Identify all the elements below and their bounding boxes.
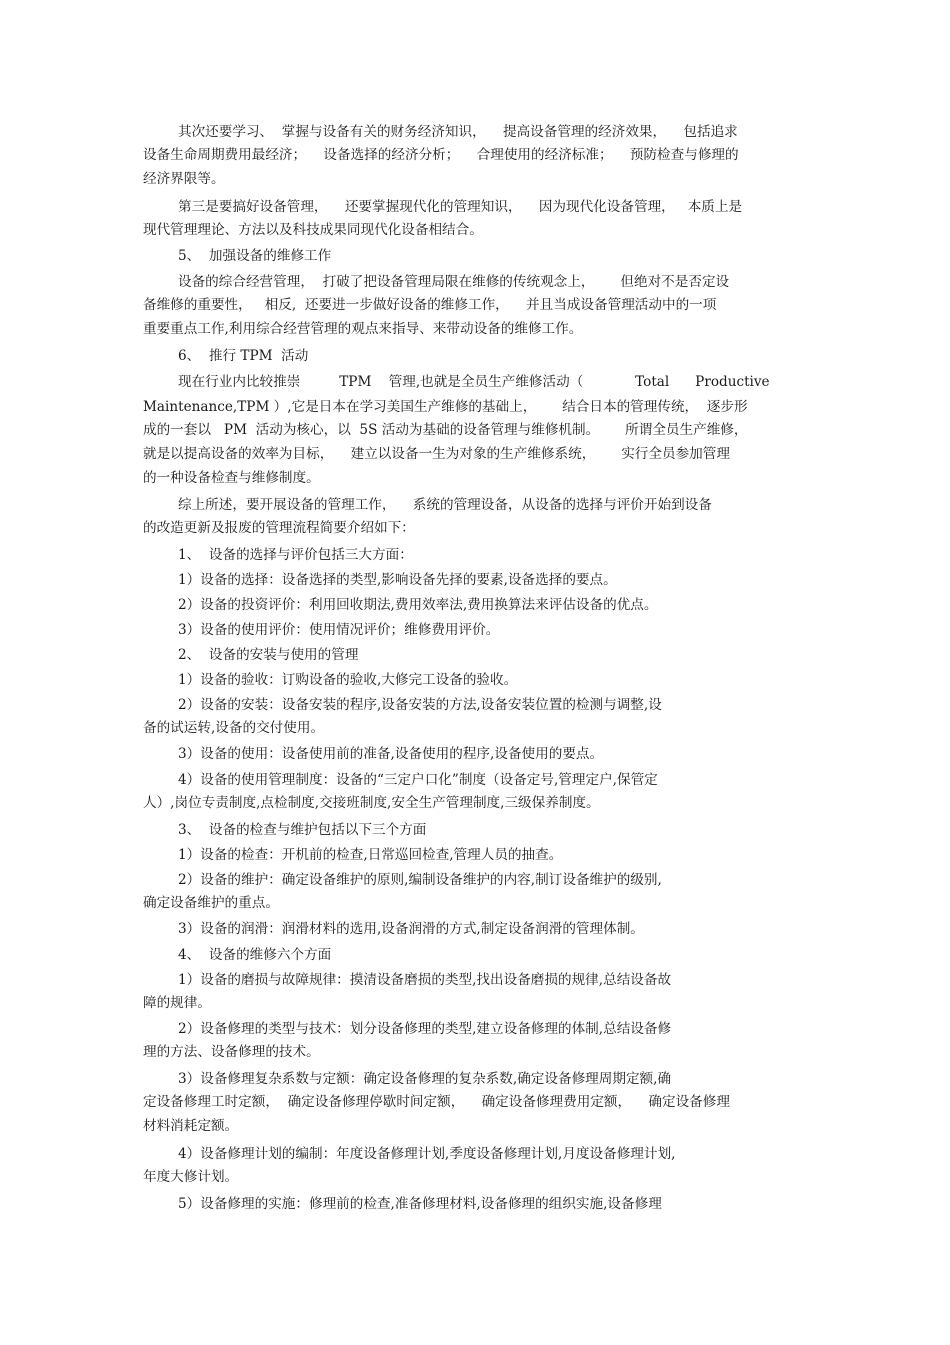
list-item-continuation: 年度大修计划。: [143, 1169, 239, 1185]
paragraph-line: 设备生命周期费用最经济； 设备选择的经济分析； 合理使用的经济标准； 预防检查与修理的: [143, 147, 739, 163]
list-item-continuation: 材料消耗定额。: [143, 1118, 239, 1134]
section-heading: 1、 设备的选择与评价包括三大方面：: [178, 547, 413, 563]
paragraph-line: 综上所述，要开展设备的管理工作， 系统的管理设备，从设备的选择与评价开始到设备: [178, 497, 712, 513]
list-item: 1）设备的检查：开机前的检查,日常巡回检查,管理人员的抽查。: [178, 847, 563, 863]
paragraph-line: 的改造更新及报废的管理流程简要介绍如下：: [143, 520, 415, 536]
paragraph-line: 重要重点工作,利用综合经营管理的观点来指导、来带动设备的维修工作。: [143, 321, 583, 337]
list-item: 3）设备的使用评价：使用情况评价；维修费用评价。: [178, 622, 500, 638]
list-item-continuation: 障的规律。: [143, 995, 211, 1011]
section-heading: 5、 加强设备的维修工作: [178, 248, 332, 264]
paragraph-line: 现在行业内比较推崇 TPM 管理,也就是全员生产维修活动（ Total Productive: [178, 374, 770, 390]
list-item-continuation: 理的方法、设备修理的技术。: [143, 1044, 320, 1060]
list-item: 1）设备的磨损与故障规律：摸清设备磨损的类型,找出设备磨损的规律,总结设备故: [178, 972, 672, 988]
section-heading: 4、 设备的维修六个方面: [178, 947, 332, 963]
section-heading: 6、 推行 TPM 活动: [178, 348, 309, 364]
paragraph-line: 成的一套以 PM 活动为核心，以 5S 活动为基础的设备管理与维修机制。 所谓全员生产维修，: [143, 422, 748, 438]
list-item: 3）设备的使用：设备使用前的准备,设备使用的程序,设备使用的要点。: [178, 746, 604, 762]
list-item-continuation: 定设备修理工时定额， 确定设备修理停歇时间定额， 确定设备修理费用定额， 确定设备修理: [143, 1094, 730, 1110]
list-item: 2）设备的投资评价：利用回收期法,费用效率法,费用换算法来评估设备的优点。: [178, 597, 658, 613]
list-item: 2）设备的安装：设备安装的程序,设备安装的方法,设备安装位置的检测与调整,设: [178, 697, 662, 713]
paragraph-line: 经济界限等。: [143, 171, 225, 187]
list-item: 5）设备修理的实施：修理前的检查,准备修理材料,设备修理的组织实施,设备修理: [178, 1196, 662, 1212]
paragraph-line: 就是以提高设备的效率为目标， 建立以设备一生为对象的生产维修系统， 实行全员参加管理: [143, 446, 730, 462]
paragraph-line: 备维修的重要性， 相反, 还要进一步做好设备的维修工作， 并且当成设备管理活动中的一项: [143, 297, 717, 313]
paragraph-line: 其次还要学习、 掌握与设备有关的财务经济知识， 提高设备管理的经济效果， 包括追求: [178, 124, 738, 140]
list-item-continuation: 确定设备维护的重点。: [143, 895, 279, 911]
paragraph-line: Maintenance,TPM ）,它是日本在学习美国生产维修的基础上， 结合日本的管理传统， 逐步形: [143, 399, 748, 415]
list-item: 2）设备修理的类型与技术：划分设备修理的类型,建立设备修理的体制,总结设备修: [178, 1021, 672, 1037]
list-item: 4）设备修理计划的编制：年度设备修理计划,季度设备修理计划,月度设备修理计划,: [178, 1146, 676, 1162]
list-item: 3）设备的润滑：润滑材料的选用,设备润滑的方式,制定设备润滑的管理体制。: [178, 921, 644, 937]
list-item: 4）设备的使用管理制度：设备的“三定户口化”制度（设备定号,管理定户,保管定: [178, 772, 658, 788]
paragraph-line: 的一种设备检查与维修制度。: [143, 470, 320, 486]
list-item-continuation: 备的试运转,设备的交付使用。: [143, 720, 325, 736]
paragraph-line: 第三是要搞好设备管理， 还要掌握现代化的管理知识， 因为现代化设备管理， 本质上是: [178, 199, 743, 215]
paragraph-line: 设备的综合经营管理， 打破了把设备管理局限在维修的传统观念上， 但绝对不是否定设: [178, 274, 730, 290]
list-item: 1）设备的选择：设备选择的类型,影响设备先择的要素,设备选择的要点。: [178, 572, 617, 588]
list-item: 3）设备修理复杂系数与定额：确定设备修理的复杂系数,确定设备修理周期定额,确: [178, 1071, 672, 1087]
paragraph-line: 现代管理理论、方法以及科技成果同现代化设备相结合。: [143, 222, 483, 238]
section-heading: 2、 设备的安装与使用的管理: [178, 647, 359, 663]
list-item-continuation: 人）,岗位专责制度,点检制度,交接班制度,安全生产管理制度,三级保养制度。: [143, 795, 600, 811]
section-heading: 3、 设备的检查与维护包括以下三个方面: [178, 822, 427, 838]
list-item: 1）设备的验收：订购设备的验收,大修完工设备的验收。: [178, 672, 518, 688]
list-item: 2）设备的维护：确定设备维护的原则,编制设备维护的内容,制订设备维护的级别,: [178, 872, 662, 888]
